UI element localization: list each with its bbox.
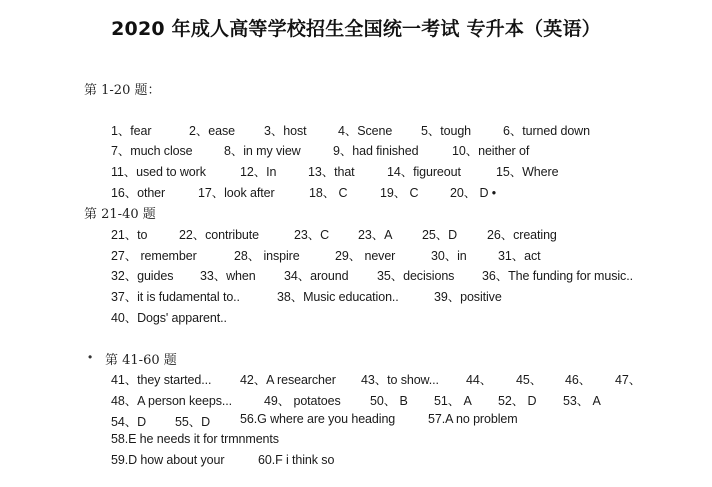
answer-59: 59.D how about your: [111, 453, 225, 467]
answer-57: 57.A no problem: [428, 412, 518, 426]
answer-55: 55、D: [175, 415, 211, 429]
answer-1: 1、fear: [111, 124, 152, 138]
answer-8: 8、in my view: [224, 144, 301, 158]
answer-22: 22、contribute: [179, 228, 259, 242]
section-heading-21-40: 第 21-40 题: [84, 207, 156, 222]
answer-60: 60.F i think so: [258, 453, 335, 467]
answer-6: 6、turned down: [503, 124, 590, 138]
answer-26: 26、creating: [487, 228, 557, 242]
answer-5: 5、tough: [421, 124, 472, 138]
answer-39: 39、positive: [434, 290, 502, 304]
answer-12: 12、In: [240, 165, 277, 179]
answer-24: 23、A: [358, 228, 393, 242]
answer-49: 49、 potatoes: [264, 394, 341, 408]
answer-38: 38、Music education..: [277, 290, 399, 304]
answer-51: 51、 A: [434, 394, 472, 408]
answer-20: 20、 D •: [450, 186, 497, 200]
answer-47: 47、: [615, 373, 642, 387]
answer-48: 48、A person keeps...: [111, 394, 232, 408]
answer-9: 9、had finished: [333, 144, 419, 158]
answer-3: 3、host: [264, 124, 307, 138]
answer-34: 34、around: [284, 269, 349, 283]
bullet-icon: •: [88, 350, 93, 364]
answer-33: 33、when: [200, 269, 256, 283]
answer-11: 11、used to work: [111, 165, 206, 179]
answer-4: 4、Scene: [338, 124, 393, 138]
answer-23: 23、C: [294, 228, 330, 242]
answer-31: 31、act: [498, 249, 541, 263]
answer-15: 15、Where: [496, 165, 559, 179]
answer-58: 58.E he needs it for trmnments: [111, 432, 279, 446]
answer-25: 25、D: [422, 228, 458, 242]
answer-35: 35、decisions: [377, 269, 455, 283]
answer-44: 44、: [466, 373, 493, 387]
answer-37: 37、it is fudamental to..: [111, 290, 240, 304]
answer-42: 42、A researcher: [240, 373, 336, 387]
section-heading-1-20: 第 1-20 题：: [84, 83, 161, 98]
answer-46: 46、: [565, 373, 592, 387]
answer-18: 18、 C: [309, 186, 348, 200]
answer-43: 43、to show...: [361, 373, 439, 387]
answer-13: 13、that: [308, 165, 355, 179]
answer-45: 45、: [516, 373, 543, 387]
answer-29: 29、 never: [335, 249, 396, 263]
answer-40: 40、Dogs' apparent..: [111, 311, 227, 325]
answer-2: 2、ease: [189, 124, 235, 138]
answer-28: 28、 inspire: [234, 249, 300, 263]
answer-27: 27、 remember: [111, 249, 197, 263]
answer-50: 50、 B: [370, 394, 408, 408]
answer-19: 19、 C: [380, 186, 419, 200]
answer-30: 30、in: [431, 249, 467, 263]
answer-14: 14、figureout: [387, 165, 461, 179]
document-title: 2020 年成人高等学校招生全国统一考试 专升本（英语）: [111, 18, 601, 40]
answer-56: 56.G where are you heading: [240, 412, 396, 426]
answer-54: 54、D: [111, 415, 147, 429]
answer-7: 7、much close: [111, 144, 193, 158]
answer-41: 41、they started...: [111, 373, 212, 387]
answer-53: 53、 A: [563, 394, 601, 408]
answer-32: 32、guides: [111, 269, 174, 283]
answer-16: 16、other: [111, 186, 166, 200]
section-heading-41-60: 第 41-60 题: [105, 353, 177, 368]
answer-21: 21、to: [111, 228, 148, 242]
answer-17: 17、look after: [198, 186, 275, 200]
answer-36: 36、The funding for music..: [482, 269, 633, 283]
answer-52: 52、 D: [498, 394, 537, 408]
answer-10: 10、neither of: [452, 144, 530, 158]
